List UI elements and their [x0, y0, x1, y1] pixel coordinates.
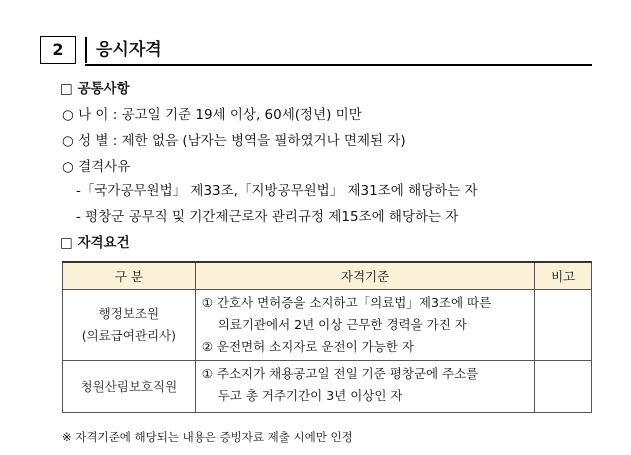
table-header-row — [63, 262, 592, 290]
category-name: 청원산림보호직원 — [80, 378, 178, 394]
category-name: 행정보조원 — [98, 306, 160, 321]
criteria-cell — [195, 361, 535, 413]
category-cell — [63, 361, 196, 413]
category-cell — [63, 290, 196, 361]
criteria-line: 의료기관에서 2년 이상 근무한 경력을 가진 자 — [217, 317, 467, 332]
section-underline — [85, 64, 592, 66]
note-cell — [535, 290, 592, 361]
age-requirement: ○ 나 이 : 공고일 기준 19세 이상, 60세(정년) 미만 — [62, 107, 362, 123]
criteria-line: ① 간호사 면허증을 소지하고「의료법」제3조에 따른 — [201, 295, 492, 310]
header-category: 구 분 — [63, 262, 196, 290]
criteria-line: ② 운전면허 소지자로 운전이 가능한 자 — [201, 339, 414, 354]
common-heading: □ 공통사항 — [60, 81, 130, 97]
section-header — [40, 36, 592, 66]
header-note: 비고 — [535, 262, 592, 290]
section-divider — [85, 37, 87, 63]
criteria-cell — [195, 290, 535, 361]
disqualification-item-2: - 평창군 공무직 및 기간제근로자 관리규정 제15조에 해당하는 자 — [76, 209, 459, 225]
section-number: 2 — [40, 36, 76, 64]
note-cell — [535, 361, 592, 413]
category-subname: (의료급여관리사) — [81, 328, 176, 343]
gender-requirement: ○ 성 별 : 제한 없음 (남자는 병역을 필하였거나 면제된 자) — [62, 133, 406, 149]
header-criteria: 자격기준 — [195, 262, 535, 290]
disqualification-heading: ○ 결격사유 — [62, 159, 131, 175]
section-title: 응시자격 — [96, 40, 162, 60]
criteria-line: 두고 총 거주기간이 3년 이상인 자 — [217, 388, 403, 403]
disqualification-item-1: -「국가공무원법」 제33조,「지방공무원법」 제31조에 해당하는 자 — [76, 183, 478, 199]
criteria-line: ① 주소지가 채용공고일 전일 기준 평창군에 주소를 — [201, 366, 479, 381]
requirements-heading: □ 자격요건 — [60, 235, 130, 251]
requirements-table — [62, 261, 592, 413]
footnote: ※ 자격기준에 해당되는 내용은 증빙자료 제출 시에만 인정 — [62, 430, 353, 444]
table-row — [63, 290, 592, 361]
table-row — [63, 361, 592, 413]
